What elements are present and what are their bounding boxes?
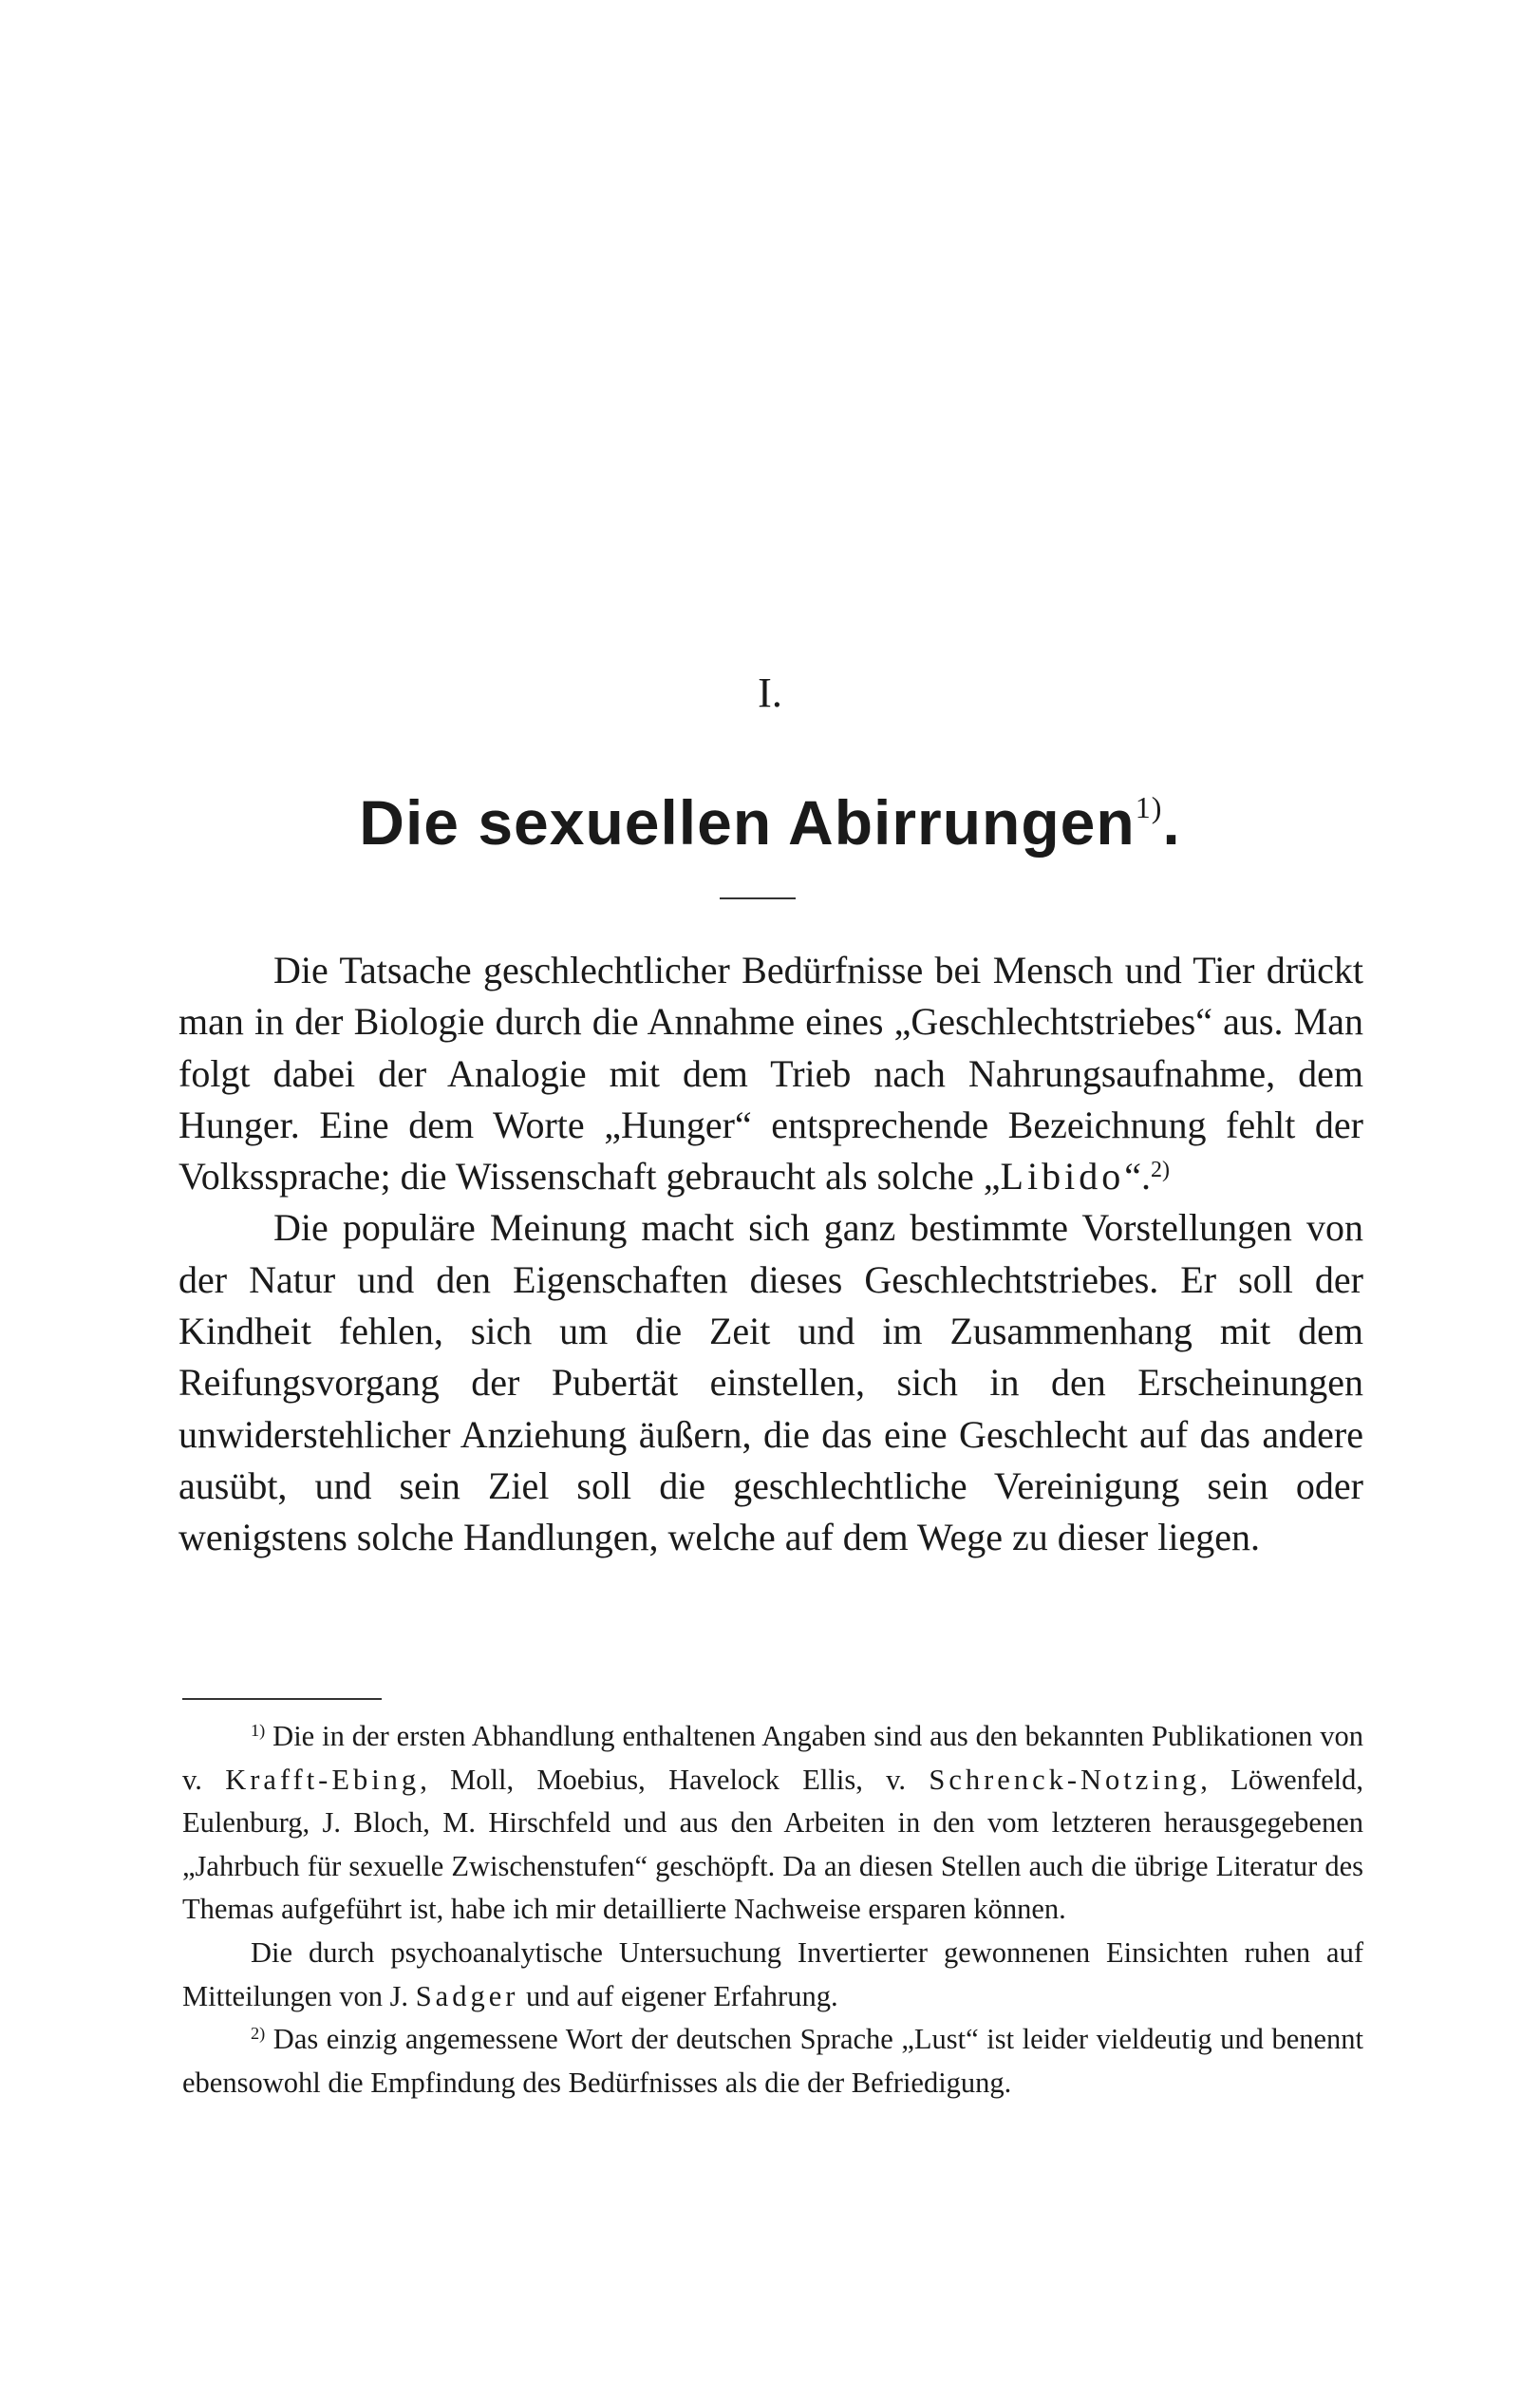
libido-term: Libido (1000, 1155, 1125, 1198)
footnote-2-text: Das einzig angemessene Wort der deutschen Sprache „Lust“ ist leider vieldeutig und benennt ebensowohl die Empfindung des Bedürfnisses als die der Befriedigung. (182, 2023, 1363, 2099)
chapter-number: I. (758, 670, 782, 716)
paragraph-1-text: Die Tatsache geschlechtlicher Bedürfnisse bei Mensch und Tier drückt man in der Biologie durch die Annahme eines „Geschlechtstriebes“ aus. Man folgt dabei der Analogie mit dem Trieb nach Nahrungsaufnahme, dem Hunger. Eine dem Worte „Hunger“ entsprechende Bezeichnung fehlt der Volkssprache; die Wissenschaft gebraucht als solche „ (178, 949, 1363, 1198)
author-krafft-ebing: Krafft-Ebing (225, 1763, 421, 1796)
title-divider (720, 897, 796, 899)
chapter-title (0, 769, 1540, 860)
footnote-1-text-c: , Löwenfeld, Eulenburg, J. Bloch, M. Hirschfeld und aus den Arbeiten in den vom letzteren herausgegebenen „Jahrbuch für sexuelle Zwischenstufen“ geschöpft. Da an diesen Stellen auch die übrige Literatur des Themas aufgeführt ist, habe ich mir detaillierte Nachweise ersparen können. (182, 1763, 1363, 1926)
footnote-1 (182, 1715, 1363, 1932)
footnote-2-marker: 2) (1150, 1158, 1170, 1182)
body-text (178, 945, 1363, 1564)
footnote-1-text-b: , Moll, Moebius, Havelock Ellis, v. (420, 1763, 930, 1796)
footnote-divider (182, 1698, 382, 1700)
footnote-2 (182, 2018, 1363, 2104)
footnote-1-label: 1) (251, 1720, 266, 1740)
chapter-title-period: . (1162, 787, 1181, 858)
footnote-1b-text-a: Die durch psychoanalytische Untersuchung Invertierter gewonnenen Einsichten ruhen auf Mitteilungen von J. (182, 1935, 1363, 2012)
paragraph-2: Die populäre Meinung macht sich ganz bestimmte Vorstellungen von der Natur und den Eigenschaften dieses Geschlechtstriebes. Er soll der Kindheit fehlen, sich um die Zeit und im Zusammenhang mit dem Reifungsvorgang der Pubertät einstellen, sich in den Erscheinungen unwiderstehlicher Anziehung äußern, die das eine Geschlecht auf das andere ausübt, und sein Ziel soll die geschlechtliche Vereinigung sein oder wenigstens solche Handlungen, welche auf dem Wege zu dieser liegen. (178, 1206, 1363, 1559)
footnote-1-continuation (182, 1932, 1363, 2018)
chapter-title-footnote-marker: 1) (1135, 790, 1163, 824)
paragraph-1 (178, 945, 1363, 1202)
paragraph-1-end: “. (1124, 1155, 1151, 1198)
chapter-title-text: Die sexuellen Abirrungen (359, 787, 1136, 858)
author-sadger: Sadger (415, 1979, 519, 2012)
footnote-1b-text-b: und auf eigener Erfahrung. (518, 1979, 838, 2012)
footnotes (182, 1715, 1363, 2104)
footnote-1-text-a: Die in der ersten Abhandlung enthaltenen Angaben sind aus den bekannten Publikationen von v. (182, 1720, 1364, 1796)
author-schrenck-notzing: Schrenck-Notzing (929, 1763, 1201, 1796)
footnote-2-label: 2) (251, 2024, 266, 2044)
